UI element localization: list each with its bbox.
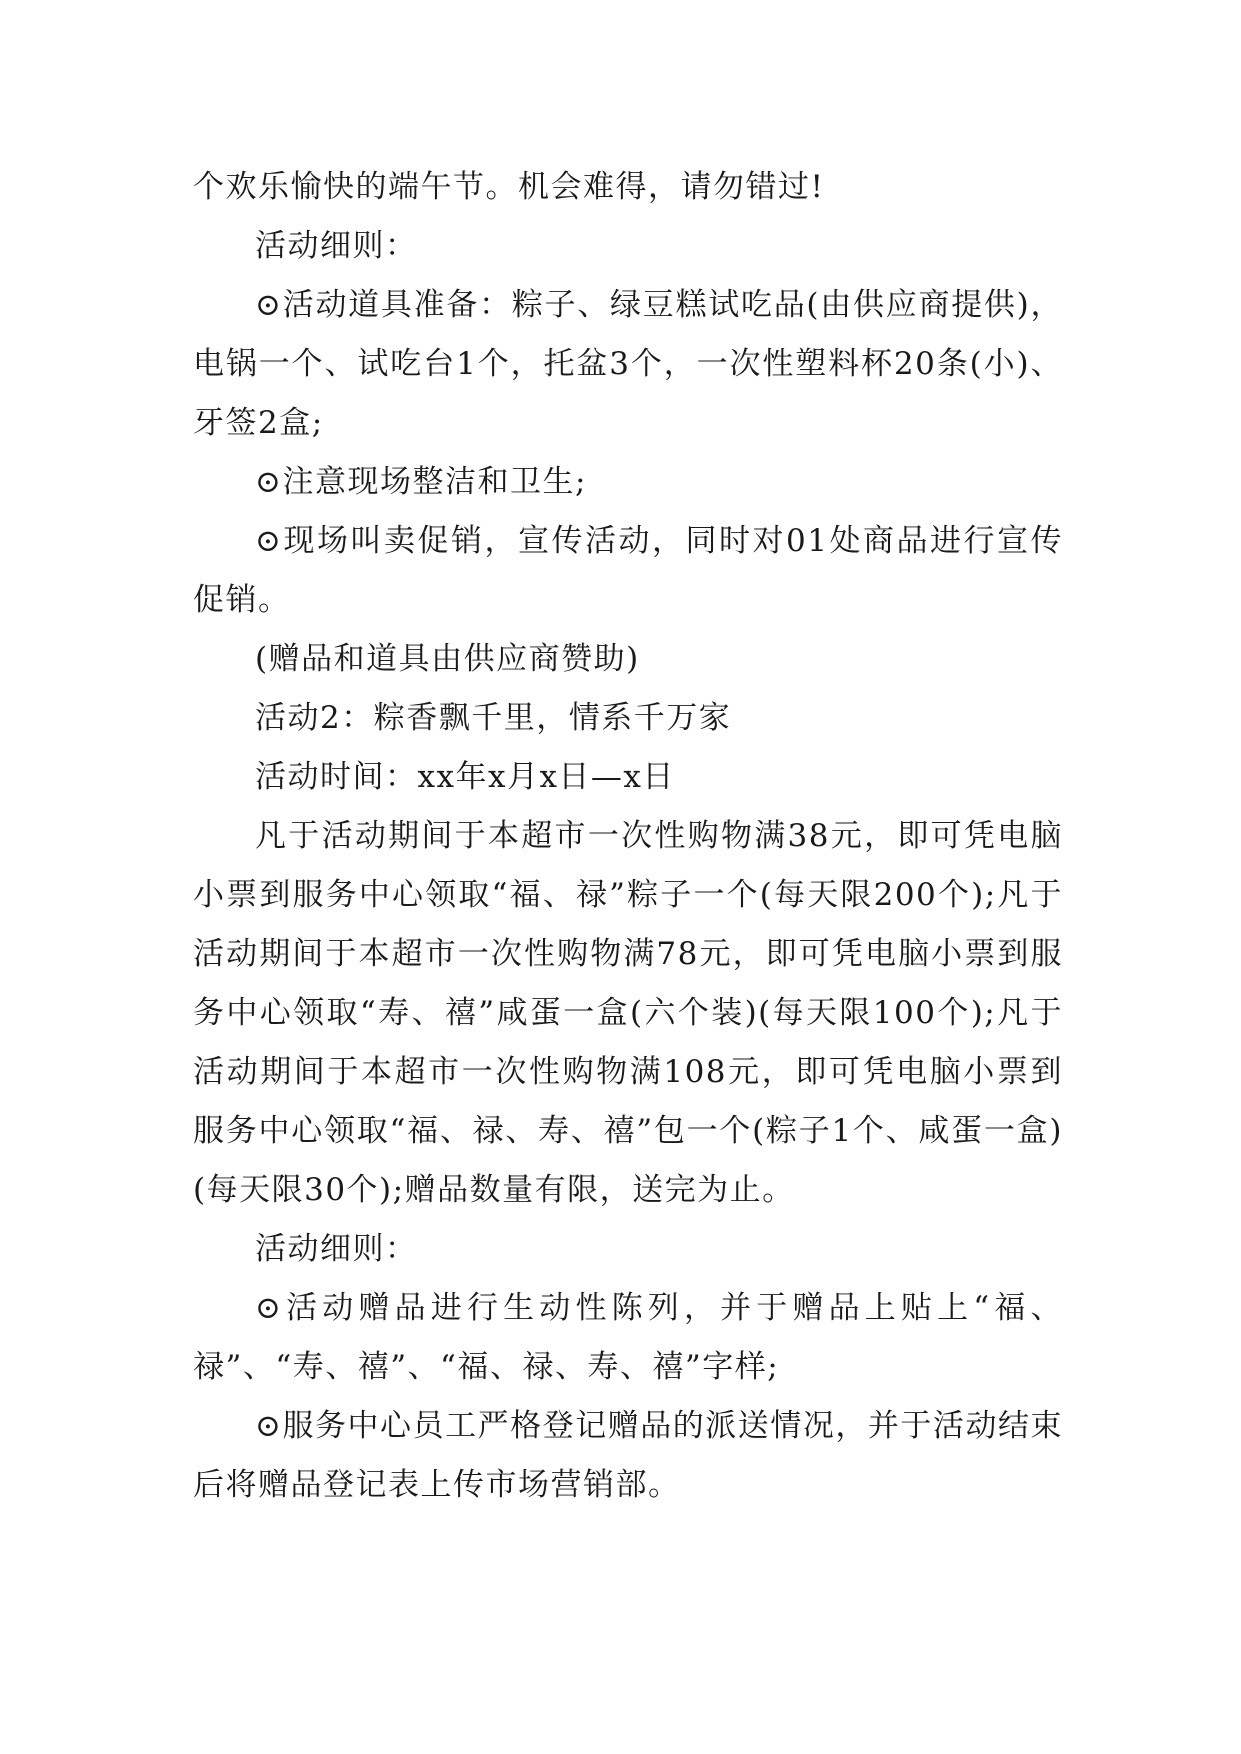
paragraph-activity-time: 活动时间：xx年x月x日—x日 xyxy=(255,759,675,795)
paragraph-activity-2-title: 活动2：粽香飘千里，情系千万家 xyxy=(255,700,732,736)
paragraph-props-preparation: ⊙活动道具准备：粽子、绿豆糕试吃品(由供应商提供)，电锅一个、试吃台1个，托盆3个，一次性塑料杯20条(小)、牙签2盒; xyxy=(193,287,1063,441)
paragraph-closing-line: 个欢乐愉快的端午节。机会难得，请勿错过! xyxy=(193,169,825,205)
paragraph-service-center: ⊙服务中心员工严格登记赠品的派送情况，并于活动结束后将赠品登记表上传市场营销部。 xyxy=(193,1408,1063,1503)
paragraph-sponsor-note: (赠品和道具由供应商赞助) xyxy=(255,641,640,677)
paragraph-hygiene: ⊙注意现场整洁和卫生; xyxy=(255,464,587,500)
paragraph-activity-rules-heading: 活动细则： xyxy=(255,228,418,264)
paragraph-gift-display: ⊙活动赠品进行生动性陈列，并于赠品上贴上“福、禄”、“寿、禧”、“福、禄、寿、禧”字样; xyxy=(193,1290,1063,1385)
paragraph-gift-rules: 凡于活动期间于本超市一次性购物满38元，即可凭电脑小票到服务中心领取“福、禄”粽子一个(每天限200个);凡于活动期间于本超市一次性购物满78元，即可凭电脑小票到服务中心领取“寿、禧”咸蛋一盒(六个装)(每天限100个);凡于活动期间于本超市一次性购物满108元，即可凭电脑小票到服务中心领取“福、禄、寿、禧”包一个(粽子1个、咸蛋一盒)(每天限30个);赠品数量有限，送完为止。 xyxy=(193,818,1063,1208)
paragraph-onsite-promotion: ⊙现场叫卖促销，宣传活动，同时对01处商品进行宣传促销。 xyxy=(193,523,1063,618)
paragraph-activity-rules-heading-2: 活动细则： xyxy=(255,1231,418,1267)
document-body xyxy=(193,158,1063,1515)
